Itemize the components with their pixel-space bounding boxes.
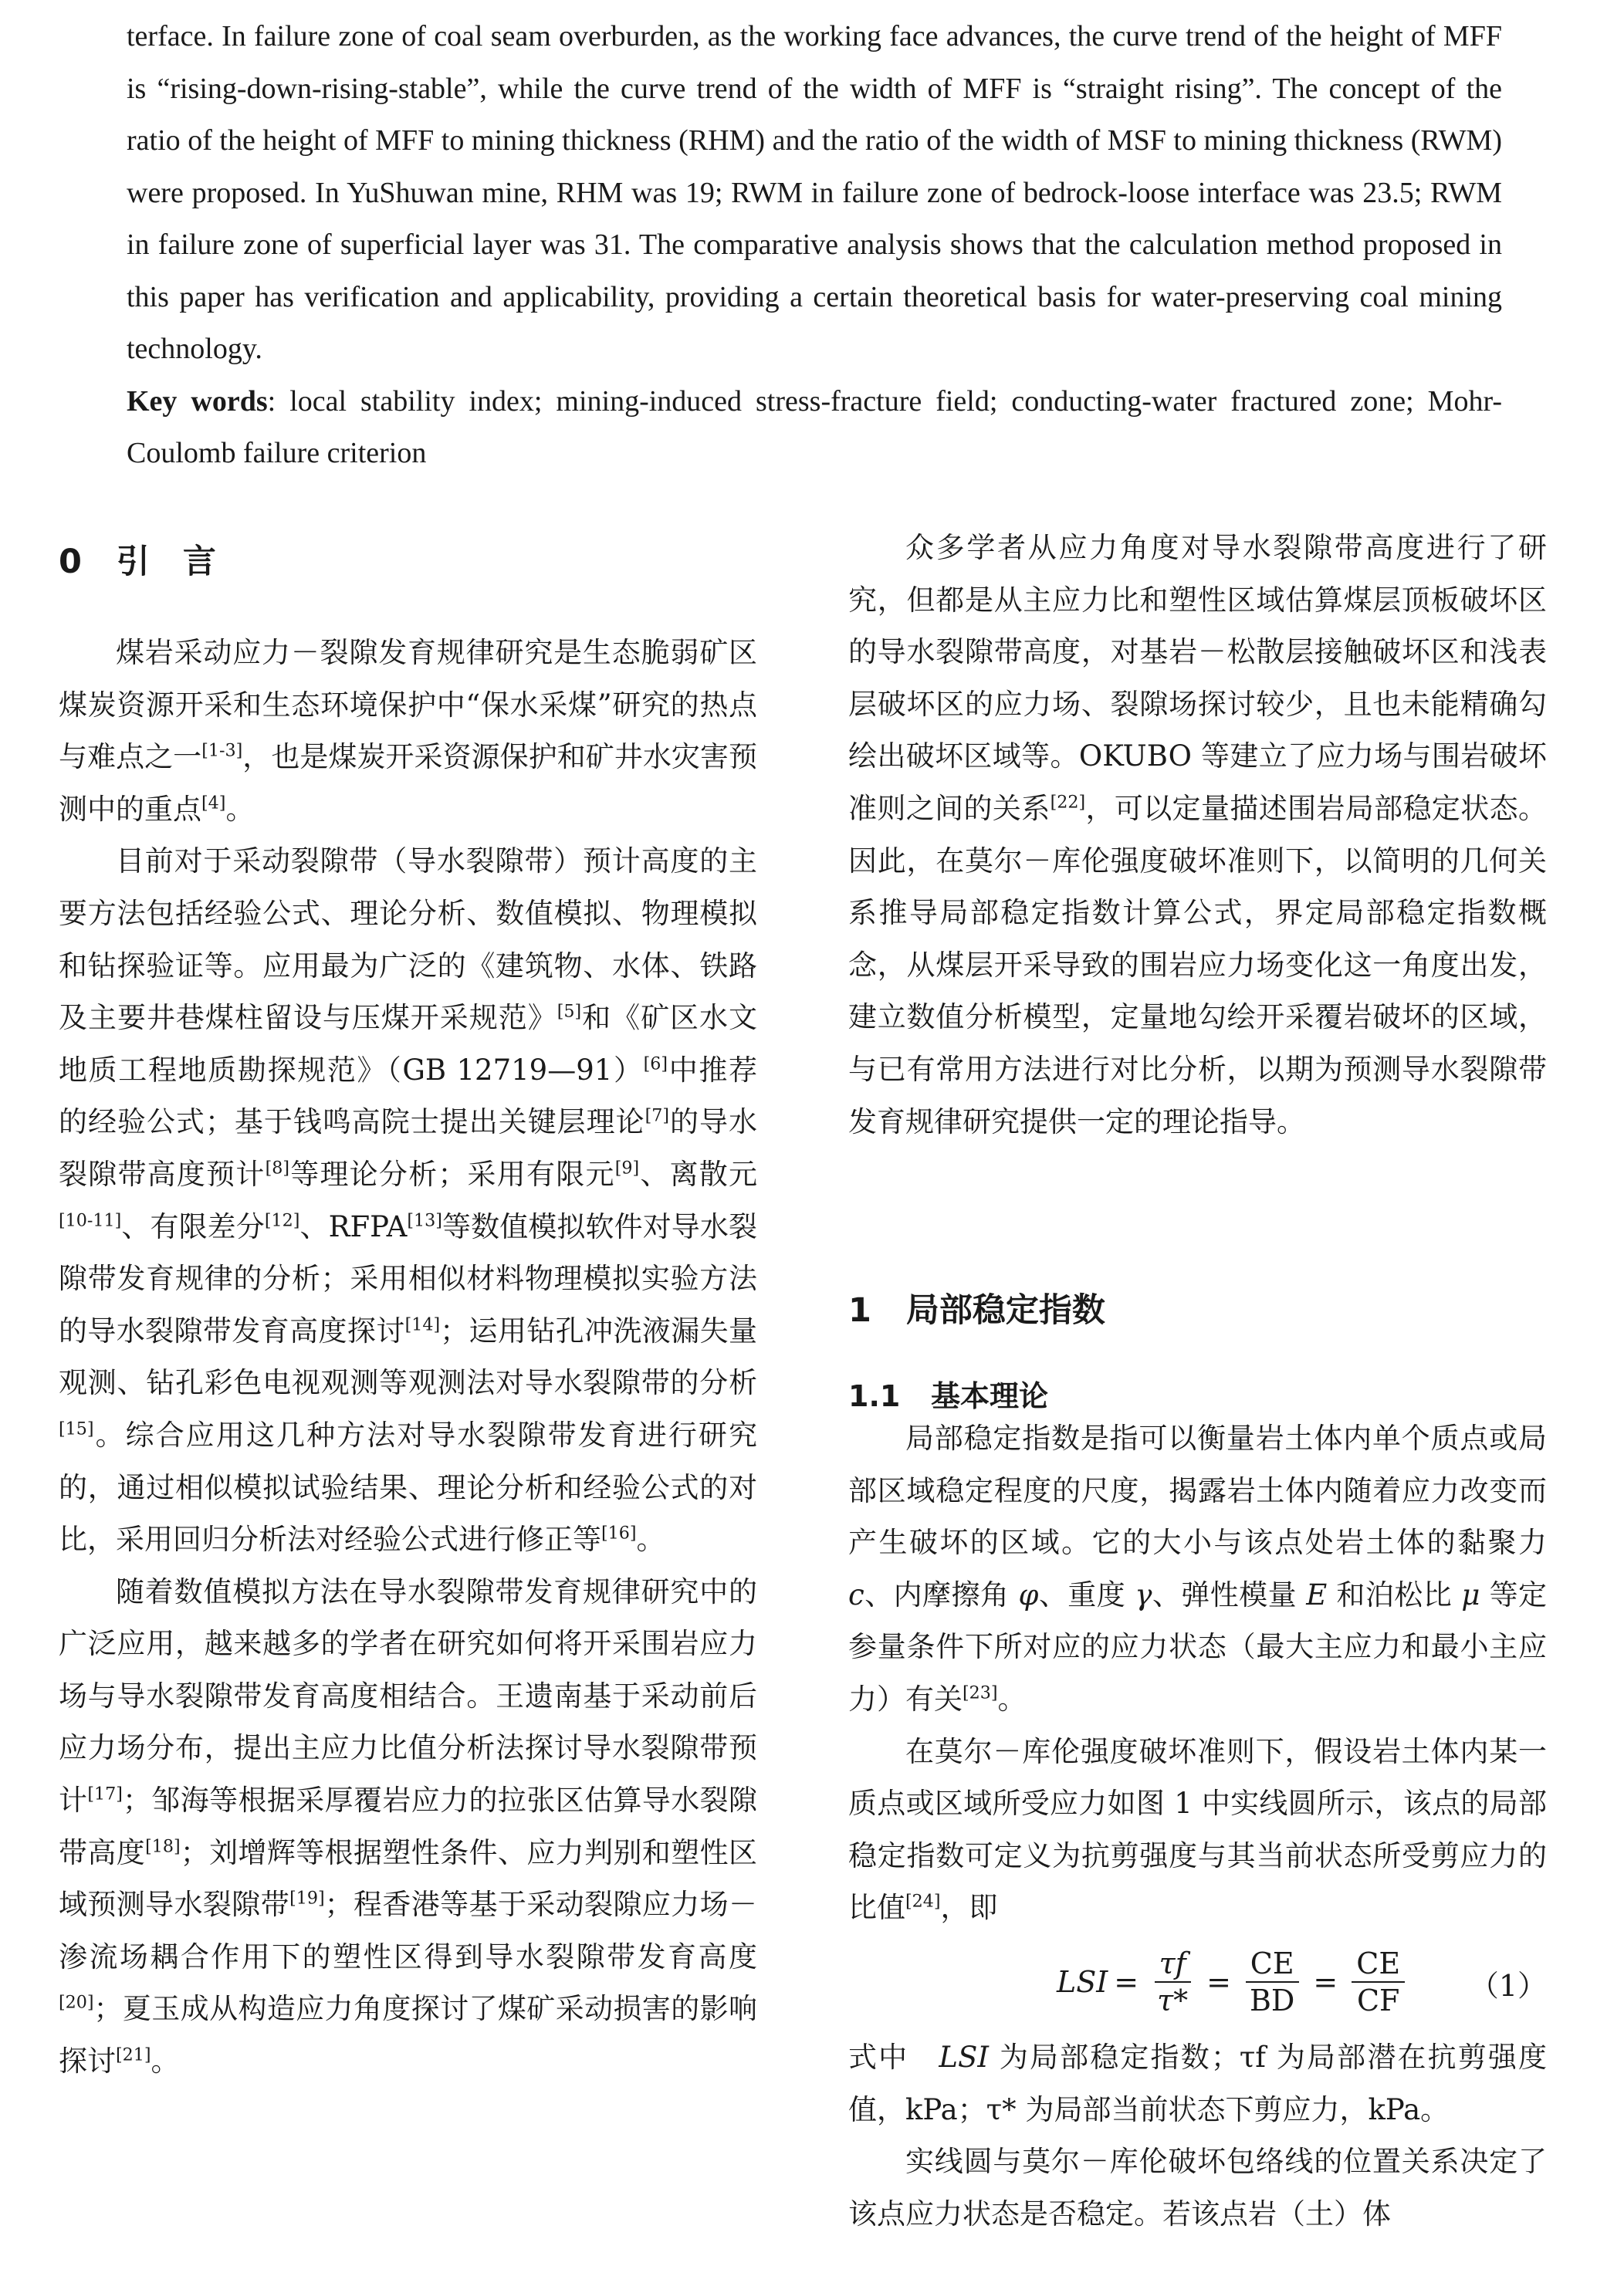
- subsection-1-1-number: 1.1: [848, 1379, 901, 1413]
- citation: [1-3]: [201, 740, 243, 761]
- symbol-c: c: [848, 1578, 864, 1612]
- subsection-1-1-title: 基本理论: [931, 1379, 1049, 1413]
- citation: [19]: [289, 1888, 325, 1909]
- equation-1: [848, 1937, 1547, 2022]
- text-span: ，也是煤炭开采资源保护和矿井水灾害预测中的重点: [59, 740, 758, 826]
- text-span: 、重度: [1038, 1578, 1135, 1612]
- equation-body: [1057, 1943, 1413, 2021]
- text-span: 众多学者从应力角度对导水裂隙带高度进行了研究，但都是从主应力比和塑性区域估算煤层顶板破坏区的导水裂隙带高度，对基岩－松散层接触破坏区和浅表层破坏区的应力场、裂隙场探讨较少，且也未能精确勾绘出破坏区域等。OKUBO 等建立了应力场与围岩破坏准则之间的关系: [848, 531, 1547, 825]
- text-span: 和《矿区水文地质工程地质勘探规范》（GB 12719—91）: [59, 1001, 758, 1087]
- section-0-heading: [59, 536, 216, 583]
- paragraph-3: [59, 1566, 757, 2088]
- citation: [22]: [1050, 792, 1086, 813]
- keywords-sep: :: [267, 384, 290, 418]
- text-span: 和泊松比: [1327, 1578, 1462, 1612]
- text-span: 、RFPA: [299, 1209, 408, 1243]
- text-span: 在莫尔－库伦强度破坏准则下，假设岩土体内某一质点或区域所受应力如图 1 中实线圆所示，该点的局部稳定指数可定义为抗剪强度与其当前状态所受剪应力的比值: [848, 1734, 1547, 1925]
- paragraph-1: [59, 627, 757, 835]
- text-span: 。: [151, 2045, 180, 2078]
- text-span: 煤岩采动应力－裂隙发育规律研究是生态脆弱矿区煤炭资源开采和生态环境保护中“保水采煤”研究的热点与难点之一: [59, 636, 757, 774]
- citation: [17]: [87, 1784, 123, 1804]
- text-span: 实线圆与莫尔－库伦破坏包络线的位置关系决定了该点应力状态是否稳定。若该点岩（土）体: [848, 2145, 1547, 2231]
- paragraph-5: [848, 1412, 1547, 1726]
- fraction-denominator: CF: [1356, 1984, 1400, 2017]
- text-span: 、离散元: [639, 1157, 758, 1191]
- abstract-text: terface. In failure zone of coal seam overburden, as the working face advances, the curve trend of the height of MFF is “rising-down-rising-stable”, while the curve trend of the width of MFF is “straight rising”. The concept of the ratio of the height of MFF to mining thickness (RHM) and the ratio of the width of MSF to mining thickness (RWM) were proposed. In YuShuwan mine, RHM was 19; RWM in failure zone of bedrock-loose interface was 23.5; RWM in failure zone of superficial layer was 31. The comparative analysis shows that the calculation method proposed in this paper has verification and applicability, providing a certain theoretical basis for water-preserving coal mining technology.: [127, 20, 1502, 365]
- text-span: 随着数值模拟方法在导水裂隙带发育规律研究中的广泛应用，越来越多的学者在研究如何将开采围岩应力场与导水裂隙带发育高度相结合。王遗南基于采动前后应力场分布，提出主应力比值分析法探讨导水裂隙带预计: [59, 1574, 757, 1818]
- keywords-text: local stability index; mining-induced stress-fracture field; conducting-water fractured zone; Mohr-Coulomb failure criterion: [127, 384, 1502, 469]
- fraction-ce-cf: [1352, 1946, 1405, 2018]
- citation: [8]: [265, 1158, 289, 1179]
- paragraph-7: [848, 2031, 1547, 2136]
- symbol-phi: φ: [1018, 1578, 1039, 1612]
- citation: [5]: [557, 1001, 582, 1022]
- symbol-gamma: γ: [1135, 1578, 1152, 1612]
- symbol-mu: μ: [1461, 1578, 1480, 1612]
- post-equation-paragraphs: [848, 2031, 1547, 2240]
- heading-gap: [871, 1291, 906, 1330]
- text-span: 等定参量条件下所对应的应力状态（最大主应力和最小主应力）有关: [848, 1578, 1547, 1716]
- text-span: 、有限差分: [121, 1209, 265, 1243]
- text-span: 、弹性模量: [1152, 1578, 1307, 1612]
- right-intro-paragraph: [848, 522, 1547, 1148]
- fraction-denominator: BD: [1250, 1984, 1295, 2017]
- citation: [12]: [264, 1210, 300, 1231]
- citation: [10-11]: [59, 1210, 122, 1231]
- citation: [24]: [905, 1892, 941, 1913]
- text-span: ，即: [940, 1891, 998, 1925]
- equals-sign: =: [1313, 1965, 1338, 1999]
- basic-theory-paragraphs: [848, 1412, 1547, 1934]
- section-1-number: 1: [848, 1291, 871, 1330]
- citation: [14]: [404, 1314, 441, 1335]
- text-span: ；运用钻孔冲洗液漏失量观测、钻孔彩色电视观测等观测法对导水裂隙带的分析: [59, 1314, 758, 1400]
- text-span: 。: [636, 1523, 665, 1557]
- text-span: 。: [997, 1682, 1027, 1716]
- fraction-ce-bd: [1245, 1946, 1299, 2018]
- paragraph-2: [59, 835, 757, 1565]
- citation: [18]: [145, 1836, 181, 1857]
- equals-sign: =: [1114, 1965, 1139, 1999]
- fraction-numerator: CE: [1246, 1946, 1299, 1983]
- citation: [7]: [645, 1106, 670, 1127]
- citation: [13]: [407, 1210, 442, 1231]
- fraction-numerator: τf: [1155, 1946, 1191, 1983]
- citation: [9]: [614, 1158, 640, 1179]
- citation: [4]: [201, 793, 226, 813]
- equals-sign: =: [1206, 1965, 1231, 1999]
- equation-lhs: LSI: [1057, 1965, 1108, 1999]
- text-span: 、内摩擦角: [864, 1578, 1019, 1612]
- section-1-heading: [848, 1284, 1105, 1331]
- paragraph-4: [848, 522, 1547, 1148]
- text-span: ；刘增辉等根据塑性条件、应力判别和塑性区域预测导水裂隙带: [59, 1835, 758, 1922]
- text-span: 等理论分析；采用有限元: [289, 1157, 615, 1191]
- text-span: 目前对于采动裂隙带（导水裂隙带）预计高度的主要方法包括经验公式、理论分析、数值模拟、物理模拟和钻探验证等。应用最为广泛的《建筑物、水体、铁路及主要井巷煤柱留设与压煤开采规范》: [59, 844, 757, 1035]
- fraction-numerator: CE: [1352, 1946, 1405, 1983]
- citation: [21]: [116, 2045, 151, 2065]
- text-span: ；程香港等基于采动裂隙应力场－渗流场耦合作用下的塑性区得到导水裂隙带发育高度: [59, 1888, 758, 1974]
- text-span: 的导水裂隙带高度预计: [59, 1105, 758, 1191]
- text-span: 等数值模拟软件对导水裂隙带发育规律的分析；采用相似材料物理模拟实验方法的导水裂隙带发育高度探讨: [59, 1209, 758, 1348]
- text-span: 中推荐的经验公式；基于钱鸣高院士提出关键层理论: [59, 1053, 758, 1139]
- fraction-denominator: τ*: [1157, 1984, 1189, 2017]
- text-span: 式中: [848, 2041, 939, 2074]
- symbol-e: E: [1306, 1578, 1328, 1612]
- heading-gap: [82, 543, 117, 581]
- paragraph-8: [848, 2136, 1547, 2240]
- text-span: 为局部稳定指数；τf 为局部潜在抗剪强度值，kPa；τ* 为局部当前状态下剪应力，kPa。: [848, 2041, 1548, 2126]
- section-0-title: 引 言: [116, 543, 216, 581]
- subsection-1-1-heading: [848, 1372, 1048, 1415]
- intro-paragraphs: [59, 627, 757, 2088]
- text-span: ；夏玉成从构造应力角度探讨了煤矿采动损害的影响探讨: [59, 1992, 757, 2078]
- citation: [20]: [59, 1993, 94, 2014]
- text-span: ，可以定量描述围岩局部稳定状态。因此，在莫尔－库伦强度破坏准则下，以简明的几何关系推导局部稳定指数计算公式，界定局部稳定指数概念，从煤层开采导致的围岩应力场变化这一角度出发，建立数值分析模型，定量地勾绘开采覆岩破坏的区域，与已有常用方法进行对比分析，以期为预测导水裂隙带发育规律研究提供一定的理论指导。: [848, 791, 1548, 1138]
- heading-gap: [900, 1379, 931, 1413]
- citation: [23]: [963, 1683, 998, 1703]
- citation: [6]: [643, 1054, 668, 1074]
- abstract-block: [127, 11, 1502, 480]
- section-1-title: 局部稳定指数: [905, 1291, 1105, 1330]
- text-span: 。综合应用这几种方法对导水裂隙带发育进行研究的，通过相似模拟试验结果、理论分析和经验公式的对比，采用回归分析法对经验公式进行修正等: [59, 1418, 757, 1557]
- text-span: ；邹海等根据采厚覆岩应力的拉张区估算导水裂隙带高度: [59, 1784, 758, 1869]
- keywords-label: Key words: [127, 384, 268, 418]
- paragraph-6: [848, 1726, 1547, 1934]
- citation: [16]: [601, 1523, 637, 1544]
- symbol-lsi: LSI: [939, 2041, 989, 2074]
- citation: [15]: [59, 1419, 94, 1439]
- equation-number: （1）: [1469, 1969, 1547, 2003]
- section-0-number: 0: [59, 543, 82, 581]
- text-span: 局部稳定指数是指可以衡量岩土体内单个质点或局部区域稳定程度的尺度，揭露岩土体内随着应力改变而产生破坏的区域。它的大小与该点处岩土体的黏聚力: [848, 1422, 1547, 1560]
- fraction-tau: [1152, 1946, 1193, 2018]
- text-span: 。: [225, 792, 255, 826]
